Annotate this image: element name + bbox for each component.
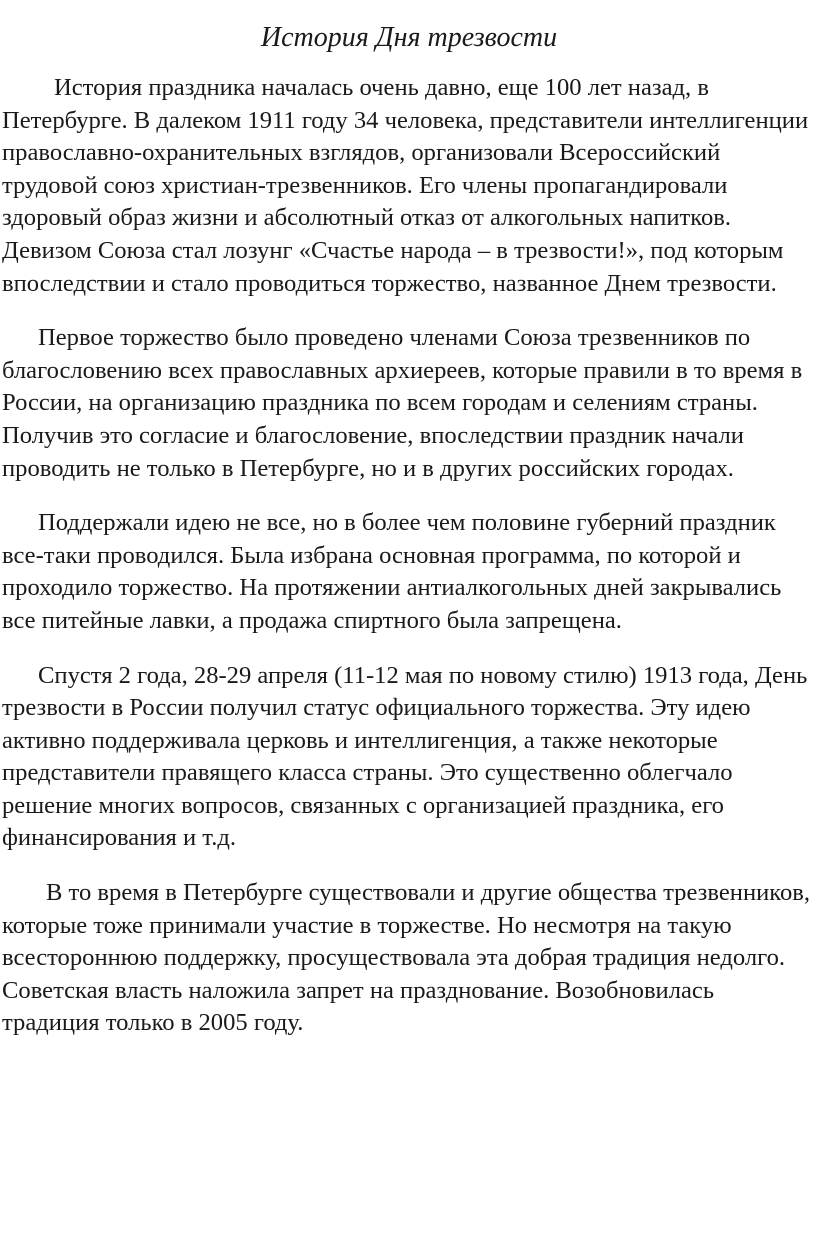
paragraph-official-status: Спустя 2 года, 28-29 апреля (11-12 мая по новому стилю) 1913 года, День трезвости в России получил статус официального торжества. Эту идею активно поддерживала церковь и интеллигенция, а также некоторые представители правящего класса страны. Это существенно облегчало решение многих вопросов, связанных с организацией праздника, его финансирования и т.д. bbox=[2, 661, 808, 852]
paragraph-support: Поддержали идею не все, но в более чем половине губерний праздник все-таки проводился. Была избрана основная программа, по которой и проходило торжество. На протяжении антиалкогольных дней закрывались все питейные лавки, а продажа спиртного была запрещена. bbox=[2, 509, 782, 634]
paragraph-revival: В то время в Петербурге существовали и другие общества трезвенников, которые тоже принимали участие в торжестве. Но несмотря на такую всестороннюю поддержку, просуществовала эта добрая традиция недолго. Советская власть наложила запрет на празднование. Возобновилась традиция только в 2005 году. bbox=[2, 879, 811, 1037]
page-title: История Дня трезвости bbox=[260, 22, 558, 53]
paragraph-history-origin: История праздника началась очень давно, еще 100 лет назад, в Петербурге. В далеком 1911 году 34 человека, представители интеллигенции православно-охранительных взглядов, организовали Всероссийский трудовой союз христиан-трезвенников. Его члены пропагандировали здоровый образ жизни и абсолютный отказ от алкогольных напитков. Девизом Союза стал лозунг «Счастье народа – в трезвости!», под которым впоследствии и стало проводиться торжество, названное Днем трезвости. bbox=[2, 74, 809, 297]
paragraph-first-celebration: Первое торжество было проведено членами Союза трезвенников по благословению всех православных архиереев, которые правили в то время в России, на организацию праздника по всем городам и селениям страны. Получив это согласие и благословение, впоследствии праздник начали проводить не только в Петербурге, но и в других российских городах. bbox=[2, 324, 803, 482]
